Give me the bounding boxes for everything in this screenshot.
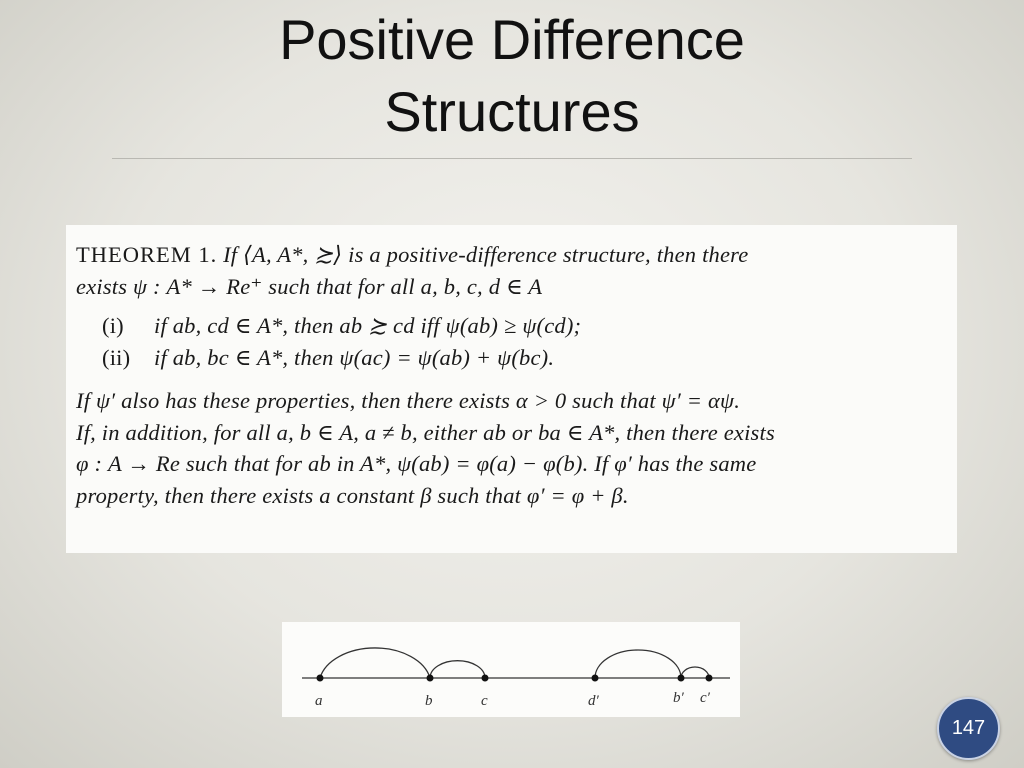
number-line-diagram <box>282 622 740 717</box>
point-a <box>317 675 324 682</box>
label-a: a <box>315 693 323 709</box>
arc-d-b-prime <box>595 650 681 678</box>
theorem-item-2 <box>76 342 943 374</box>
theorem-item-2-text: if ab, bc ∈ A*, then ψ(ac) = ψ(ab) + ψ(bc). <box>154 344 555 370</box>
label-c: c <box>481 693 488 709</box>
slide-title <box>0 4 1024 148</box>
label-c-prime: c′ <box>700 690 710 706</box>
theorem-line-1-text: If ⟨A, A*, ≿⟩ is a positive-difference structure, then there <box>223 242 749 267</box>
theorem-paragraph-line-4: property, then there exists a constant β such that φ′ = φ + β. <box>76 482 629 508</box>
label-d-prime: d′ <box>588 693 599 709</box>
slide-title-line-2: Structures <box>384 80 640 143</box>
label-b: b <box>425 693 433 709</box>
slide-title-line-1: Positive Difference <box>279 8 745 71</box>
theorem-line-2: exists ψ : A* → Re⁺ such that for all a, b, c, d ∈ A <box>76 273 543 299</box>
theorem-item-2-number: (ii) <box>102 344 131 370</box>
theorem-heading: THEOREM 1. <box>76 242 218 267</box>
arc-b-prime-c-prime <box>681 667 709 678</box>
point-b-prime <box>678 675 685 682</box>
point-b <box>427 675 434 682</box>
point-c <box>482 675 489 682</box>
theorem-item-1-number: (i) <box>102 313 124 338</box>
theorem-image <box>66 225 957 553</box>
theorem-item-1-text: if ab, cd ∈ A*, then ab ≿ cd iff ψ(ab) ≥ ψ(cd); <box>154 313 582 338</box>
theorem-paragraph-line-3: φ : A → Re such that for ab in A*, ψ(ab) = φ(a) − φ(b). If φ′ has the same <box>76 451 757 476</box>
arc-a-b <box>320 648 430 678</box>
theorem-line-1 <box>76 239 943 271</box>
theorem-paragraph-line-1: If ψ′ also has these properties, then there exists α > 0 such that ψ′ = αψ. <box>76 388 741 413</box>
theorem-paragraph-line-2: If, in addition, for all a, b ∈ A, a ≠ b, either ab or ba ∈ A*, then there exists <box>76 419 775 445</box>
title-divider <box>112 158 912 159</box>
theorem-item-1 <box>76 310 943 342</box>
point-c-prime <box>706 675 713 682</box>
point-d-prime <box>592 675 599 682</box>
label-b-prime: b′ <box>673 690 684 706</box>
number-line-svg <box>282 622 740 717</box>
arc-b-c <box>430 661 485 678</box>
page-number-badge: 147 <box>937 697 1000 760</box>
